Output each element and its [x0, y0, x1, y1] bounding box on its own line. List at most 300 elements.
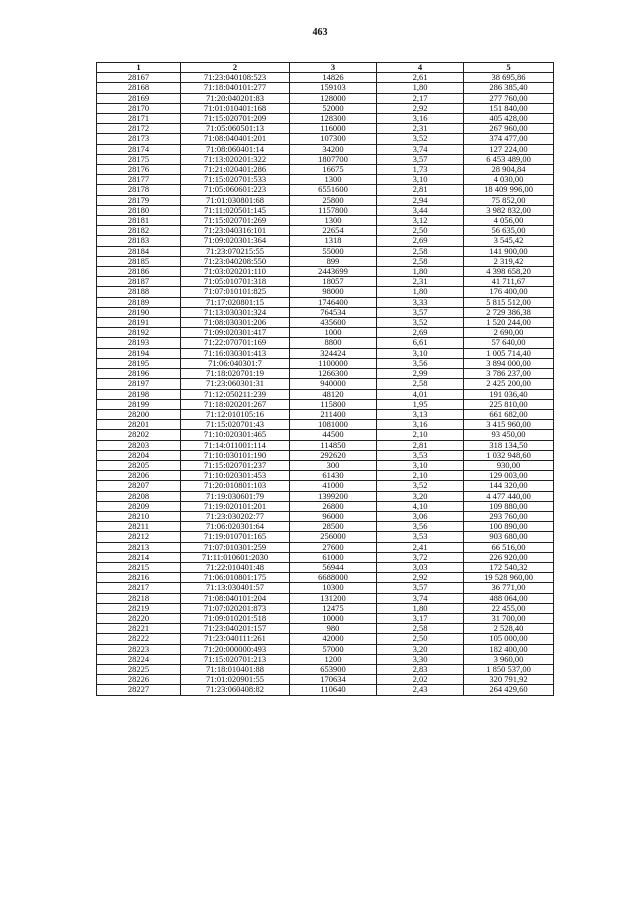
value-cell: 4 477 440,00 [464, 491, 554, 501]
table-row [97, 389, 554, 399]
area-cell: 107300 [290, 134, 377, 144]
row-number-cell: 28207 [97, 481, 181, 491]
area-cell: 211400 [290, 409, 377, 419]
page-number: 463 [312, 27, 328, 38]
table-row [97, 358, 554, 368]
column-header-2: 2 [181, 63, 290, 73]
row-number-cell: 28208 [97, 491, 181, 501]
cadastral-number-cell: 71:13:030401:57 [181, 583, 290, 593]
table-row [97, 460, 554, 470]
cadastral-number-cell: 71:22:010401:48 [181, 562, 290, 572]
row-number-cell: 28183 [97, 236, 181, 246]
table-row [97, 338, 554, 348]
area-cell: 159103 [290, 83, 377, 93]
cadastral-number-cell: 71:15:020701:213 [181, 654, 290, 664]
rate-cell: 2,58 [377, 246, 464, 256]
cadastral-number-cell: 71:13:030301:324 [181, 307, 290, 317]
area-cell: 1399200 [290, 491, 377, 501]
value-cell: 3 786 237,00 [464, 369, 554, 379]
row-number-cell: 28205 [97, 460, 181, 470]
table-row [97, 511, 554, 521]
table-row [97, 450, 554, 460]
rate-cell: 1,80 [377, 83, 464, 93]
cadastral-number-cell: 71:10:030101:190 [181, 450, 290, 460]
value-cell: 28 904,84 [464, 165, 554, 175]
rate-cell: 2,58 [377, 256, 464, 266]
value-cell: 903 680,00 [464, 532, 554, 542]
value-cell: 1 032 948,60 [464, 450, 554, 460]
cadastral-number-cell: 71:23:060408:82 [181, 685, 290, 695]
area-cell: 1000 [290, 328, 377, 338]
row-number-cell: 28167 [97, 73, 181, 83]
area-cell: 324424 [290, 348, 377, 358]
rate-cell: 2,92 [377, 103, 464, 113]
table-row [97, 491, 554, 501]
value-cell: 2 319,42 [464, 256, 554, 266]
row-number-cell: 28223 [97, 644, 181, 654]
value-cell: 277 760,00 [464, 93, 554, 103]
cadastral-number-cell: 71:12:010105:16 [181, 409, 290, 419]
row-number-cell: 28197 [97, 379, 181, 389]
column-header-5: 5 [464, 63, 554, 73]
table-row [97, 205, 554, 215]
cadastral-number-cell: 71:05:060501:13 [181, 124, 290, 134]
table-row [97, 348, 554, 358]
value-cell: 75 852,00 [464, 195, 554, 205]
table-row [97, 236, 554, 246]
table-row [97, 154, 554, 164]
table-row [97, 583, 554, 593]
row-number-cell: 28189 [97, 297, 181, 307]
rate-cell: 3,57 [377, 307, 464, 317]
cadastral-number-cell: 71:03:020201:110 [181, 267, 290, 277]
value-cell: 57 640,00 [464, 338, 554, 348]
cadastral-number-cell: 71:21:020401:286 [181, 165, 290, 175]
cadastral-number-cell: 71:07:020201:873 [181, 603, 290, 613]
value-cell: 1 520 244,00 [464, 318, 554, 328]
rate-cell: 2,02 [377, 675, 464, 685]
row-number-cell: 28195 [97, 358, 181, 368]
value-cell: 93 450,00 [464, 430, 554, 440]
table-row [97, 562, 554, 572]
row-number-cell: 28172 [97, 124, 181, 134]
table-row [97, 114, 554, 124]
area-cell: 115800 [290, 399, 377, 409]
cadastral-number-cell: 71:23:070215:55 [181, 246, 290, 256]
area-cell: 22654 [290, 226, 377, 236]
cadastral-number-cell: 71:16:030301:413 [181, 348, 290, 358]
table-row [97, 256, 554, 266]
value-cell: 3 545,42 [464, 236, 554, 246]
value-cell: 105 000,00 [464, 634, 554, 644]
value-cell: 56 635,00 [464, 226, 554, 236]
rate-cell: 2,99 [377, 369, 464, 379]
value-cell: 264 429,60 [464, 685, 554, 695]
row-number-cell: 28225 [97, 664, 181, 674]
value-cell: 38 695,86 [464, 73, 554, 83]
value-cell: 2 729 386,38 [464, 307, 554, 317]
rate-cell: 3,16 [377, 114, 464, 124]
table-row [97, 685, 554, 695]
cadastral-number-cell: 71:15:020701:237 [181, 460, 290, 470]
value-cell: 18 409 996,00 [464, 185, 554, 195]
row-number-cell: 28179 [97, 195, 181, 205]
row-number-cell: 28216 [97, 573, 181, 583]
area-cell: 1300 [290, 216, 377, 226]
value-cell: 4 056,00 [464, 216, 554, 226]
table-row [97, 440, 554, 450]
row-number-cell: 28214 [97, 552, 181, 562]
area-cell: 256000 [290, 532, 377, 542]
row-number-cell: 28191 [97, 318, 181, 328]
value-cell: 374 477,00 [464, 134, 554, 144]
value-cell: 318 134,50 [464, 440, 554, 450]
row-number-cell: 28221 [97, 624, 181, 634]
area-cell: 10000 [290, 613, 377, 623]
rate-cell: 3,10 [377, 460, 464, 470]
cadastral-number-cell: 71:06:020301:64 [181, 522, 290, 532]
cadastral-number-cell: 71:06:010801:175 [181, 573, 290, 583]
rate-cell: 2,81 [377, 440, 464, 450]
area-cell: 114850 [290, 440, 377, 450]
table-row [97, 573, 554, 583]
cadastral-number-cell: 71:14:011001:114 [181, 440, 290, 450]
area-cell: 48120 [290, 389, 377, 399]
rate-cell: 2,69 [377, 236, 464, 246]
rate-cell: 3,06 [377, 511, 464, 521]
area-cell: 128000 [290, 93, 377, 103]
area-cell: 57000 [290, 644, 377, 654]
value-cell: 127 224,00 [464, 144, 554, 154]
cadastral-number-cell: 71:23:040316:101 [181, 226, 290, 236]
table-row [97, 379, 554, 389]
row-number-cell: 28226 [97, 675, 181, 685]
value-cell: 4 398 658,20 [464, 267, 554, 277]
row-number-cell: 28186 [97, 267, 181, 277]
table-row [97, 654, 554, 664]
value-cell: 41 711,67 [464, 277, 554, 287]
rate-cell: 3,33 [377, 297, 464, 307]
area-cell: 55000 [290, 246, 377, 256]
area-cell: 27600 [290, 542, 377, 552]
value-cell: 226 920,00 [464, 552, 554, 562]
table-row [97, 409, 554, 419]
cadastral-number-cell: 71:09:020301:417 [181, 328, 290, 338]
cadastral-number-cell: 71:08:030301:206 [181, 318, 290, 328]
table-row [97, 175, 554, 185]
value-cell: 31 700,00 [464, 613, 554, 623]
area-cell: 61430 [290, 471, 377, 481]
table-row [97, 277, 554, 287]
value-cell: 225 810,00 [464, 399, 554, 409]
area-cell: 8800 [290, 338, 377, 348]
rate-cell: 3,20 [377, 491, 464, 501]
cadastral-number-cell: 71:23:040111:261 [181, 634, 290, 644]
cadastral-number-cell: 71:19:030601:79 [181, 491, 290, 501]
row-number-cell: 28222 [97, 634, 181, 644]
rate-cell: 3,57 [377, 583, 464, 593]
table-row [97, 399, 554, 409]
cadastral-number-cell: 71:20:040201:83 [181, 93, 290, 103]
rate-cell: 2,31 [377, 277, 464, 287]
cadastral-number-cell: 71:23:040108:523 [181, 73, 290, 83]
area-cell: 10300 [290, 583, 377, 593]
cadastral-number-cell: 71:13:020201:322 [181, 154, 290, 164]
rate-cell: 3,30 [377, 654, 464, 664]
rate-cell: 3,10 [377, 348, 464, 358]
area-cell: 98000 [290, 287, 377, 297]
area-cell: 435600 [290, 318, 377, 328]
cadastral-number-cell: 71:10:020301:453 [181, 471, 290, 481]
row-number-cell: 28196 [97, 369, 181, 379]
rate-cell: 2,17 [377, 93, 464, 103]
row-number-cell: 28219 [97, 603, 181, 613]
table-row [97, 593, 554, 603]
cadastral-number-cell: 71:08:040401:201 [181, 134, 290, 144]
rate-cell: 2,92 [377, 573, 464, 583]
area-cell: 116000 [290, 124, 377, 134]
value-cell: 129 003,00 [464, 471, 554, 481]
rate-cell: 3,74 [377, 593, 464, 603]
area-cell: 34200 [290, 144, 377, 154]
value-cell: 661 682,00 [464, 409, 554, 419]
cadastral-number-cell: 71:15:020701:269 [181, 216, 290, 226]
area-cell: 653900 [290, 664, 377, 674]
area-cell: 6551600 [290, 185, 377, 195]
rate-cell: 2,94 [377, 195, 464, 205]
area-cell: 1807700 [290, 154, 377, 164]
row-number-cell: 28199 [97, 399, 181, 409]
rate-cell: 2,58 [377, 379, 464, 389]
area-cell: 96000 [290, 511, 377, 521]
cadastral-number-cell: 71:23:040201:157 [181, 624, 290, 634]
row-number-cell: 28198 [97, 389, 181, 399]
value-cell: 1 850 537,00 [464, 664, 554, 674]
rate-cell: 2,50 [377, 226, 464, 236]
row-number-cell: 28175 [97, 154, 181, 164]
cadastral-number-cell: 71:15:020701:209 [181, 114, 290, 124]
cadastral-number-cell: 71:01:020901:55 [181, 675, 290, 685]
table-row [97, 522, 554, 532]
rate-cell: 4,10 [377, 501, 464, 511]
table-row [97, 430, 554, 440]
rate-cell: 2,69 [377, 328, 464, 338]
rate-cell: 3,10 [377, 175, 464, 185]
table-row [97, 552, 554, 562]
area-cell: 1100000 [290, 358, 377, 368]
value-cell: 2 425 200,00 [464, 379, 554, 389]
value-cell: 182 400,00 [464, 644, 554, 654]
rate-cell: 2,10 [377, 471, 464, 481]
rate-cell: 3,13 [377, 409, 464, 419]
table-row [97, 144, 554, 154]
cadastral-number-cell: 71:05:060601:223 [181, 185, 290, 195]
row-number-cell: 28227 [97, 685, 181, 695]
cadastral-number-cell: 71:07:010301:259 [181, 542, 290, 552]
row-number-cell: 28224 [97, 654, 181, 664]
row-number-cell: 28182 [97, 226, 181, 236]
area-cell: 14826 [290, 73, 377, 83]
area-cell: 1157800 [290, 205, 377, 215]
value-cell: 176 400,00 [464, 287, 554, 297]
area-cell: 110640 [290, 685, 377, 695]
rate-cell: 3,16 [377, 420, 464, 430]
rate-cell: 2,61 [377, 73, 464, 83]
rate-cell: 2,10 [377, 430, 464, 440]
row-number-cell: 28185 [97, 256, 181, 266]
area-cell: 16675 [290, 165, 377, 175]
cadastral-number-cell: 71:18:020701:19 [181, 369, 290, 379]
row-number-cell: 28192 [97, 328, 181, 338]
cadastral-number-cell: 71:08:040101:204 [181, 593, 290, 603]
value-cell: 3 960,00 [464, 654, 554, 664]
table-row [97, 675, 554, 685]
rate-cell: 3,74 [377, 144, 464, 154]
row-number-cell: 28184 [97, 246, 181, 256]
cadastral-number-cell: 71:19:020101:201 [181, 501, 290, 511]
row-number-cell: 28209 [97, 501, 181, 511]
cadastral-value-table [96, 62, 554, 696]
rate-cell: 3,52 [377, 318, 464, 328]
rate-cell: 3,52 [377, 134, 464, 144]
area-cell: 28500 [290, 522, 377, 532]
value-cell: 4 030,00 [464, 175, 554, 185]
area-cell: 6688000 [290, 573, 377, 583]
cadastral-number-cell: 71:12:050211:239 [181, 389, 290, 399]
area-cell: 52000 [290, 103, 377, 113]
row-number-cell: 28188 [97, 287, 181, 297]
cadastral-number-cell: 71:20:000000:493 [181, 644, 290, 654]
table-row [97, 195, 554, 205]
table-row [97, 83, 554, 93]
row-number-cell: 28194 [97, 348, 181, 358]
value-cell: 267 960,00 [464, 124, 554, 134]
row-number-cell: 28193 [97, 338, 181, 348]
row-number-cell: 28170 [97, 103, 181, 113]
rate-cell: 2,58 [377, 624, 464, 634]
row-number-cell: 28168 [97, 83, 181, 93]
value-cell: 22 455,00 [464, 603, 554, 613]
row-number-cell: 28187 [97, 277, 181, 287]
row-number-cell: 28218 [97, 593, 181, 603]
cadastral-number-cell: 71:15:020701:43 [181, 420, 290, 430]
row-number-cell: 28204 [97, 450, 181, 460]
cadastral-number-cell: 71:08:060401:14 [181, 144, 290, 154]
table-row [97, 165, 554, 175]
value-cell: 151 840,00 [464, 103, 554, 113]
cadastral-number-cell: 71:01:030801:68 [181, 195, 290, 205]
row-number-cell: 28177 [97, 175, 181, 185]
rate-cell: 3,20 [377, 644, 464, 654]
area-cell: 1318 [290, 236, 377, 246]
table-row [97, 603, 554, 613]
rate-cell: 2,43 [377, 685, 464, 695]
row-number-cell: 28212 [97, 532, 181, 542]
rate-cell: 2,83 [377, 664, 464, 674]
area-cell: 764534 [290, 307, 377, 317]
area-cell: 292620 [290, 450, 377, 460]
row-number-cell: 28202 [97, 430, 181, 440]
area-cell: 1746400 [290, 297, 377, 307]
cadastral-number-cell: 71:18:040101:277 [181, 83, 290, 93]
area-cell: 300 [290, 460, 377, 470]
rate-cell: 3,12 [377, 216, 464, 226]
value-cell: 109 880,00 [464, 501, 554, 511]
cadastral-number-cell: 71:01:010401:168 [181, 103, 290, 113]
row-number-cell: 28215 [97, 562, 181, 572]
row-number-cell: 28180 [97, 205, 181, 215]
value-cell: 293 760,00 [464, 511, 554, 521]
column-header-1: 1 [97, 63, 181, 73]
table-row [97, 644, 554, 654]
table-row [97, 420, 554, 430]
row-number-cell: 28200 [97, 409, 181, 419]
table-row [97, 501, 554, 511]
cadastral-number-cell: 71:23:030202:77 [181, 511, 290, 521]
rate-cell: 3,03 [377, 562, 464, 572]
table-body [97, 73, 554, 695]
table-row [97, 634, 554, 644]
value-cell: 2 528,40 [464, 624, 554, 634]
column-header-3: 3 [290, 63, 377, 73]
rate-cell: 3,53 [377, 450, 464, 460]
cadastral-number-cell: 71:15:020701:533 [181, 175, 290, 185]
rate-cell: 3,57 [377, 154, 464, 164]
value-cell: 100 890,00 [464, 522, 554, 532]
rate-cell: 3,56 [377, 358, 464, 368]
table-row [97, 664, 554, 674]
cadastral-number-cell: 71:11:020501:145 [181, 205, 290, 215]
rate-cell: 3,72 [377, 552, 464, 562]
table-row [97, 287, 554, 297]
table-row [97, 246, 554, 256]
cadastral-number-cell: 71:09:010201:518 [181, 613, 290, 623]
rate-cell: 2,41 [377, 542, 464, 552]
rate-cell: 1,80 [377, 603, 464, 613]
table-row [97, 216, 554, 226]
table-row [97, 328, 554, 338]
cadastral-number-cell: 71:05:010701:318 [181, 277, 290, 287]
cadastral-number-cell: 71:06:040301:7 [181, 358, 290, 368]
value-cell: 66 516,00 [464, 542, 554, 552]
table-row [97, 624, 554, 634]
row-number-cell: 28190 [97, 307, 181, 317]
area-cell: 1081000 [290, 420, 377, 430]
value-cell: 930,00 [464, 460, 554, 470]
area-cell: 170634 [290, 675, 377, 685]
table-row [97, 267, 554, 277]
rate-cell: 2,50 [377, 634, 464, 644]
cadastral-number-cell: 71:17:020801:15 [181, 297, 290, 307]
rate-cell: 3,56 [377, 522, 464, 532]
value-cell: 488 064,00 [464, 593, 554, 603]
rate-cell: 3,44 [377, 205, 464, 215]
rate-cell: 2,81 [377, 185, 464, 195]
table-row [97, 93, 554, 103]
area-cell: 26800 [290, 501, 377, 511]
area-cell: 56944 [290, 562, 377, 572]
area-cell: 899 [290, 256, 377, 266]
value-cell: 36 771,00 [464, 583, 554, 593]
rate-cell: 4,01 [377, 389, 464, 399]
area-cell: 25800 [290, 195, 377, 205]
cadastral-number-cell: 71:23:060301:31 [181, 379, 290, 389]
row-number-cell: 28178 [97, 185, 181, 195]
cadastral-number-cell: 71:19:010701:165 [181, 532, 290, 542]
area-cell: 2443699 [290, 267, 377, 277]
rate-cell: 1,80 [377, 287, 464, 297]
value-cell: 144 320,00 [464, 481, 554, 491]
